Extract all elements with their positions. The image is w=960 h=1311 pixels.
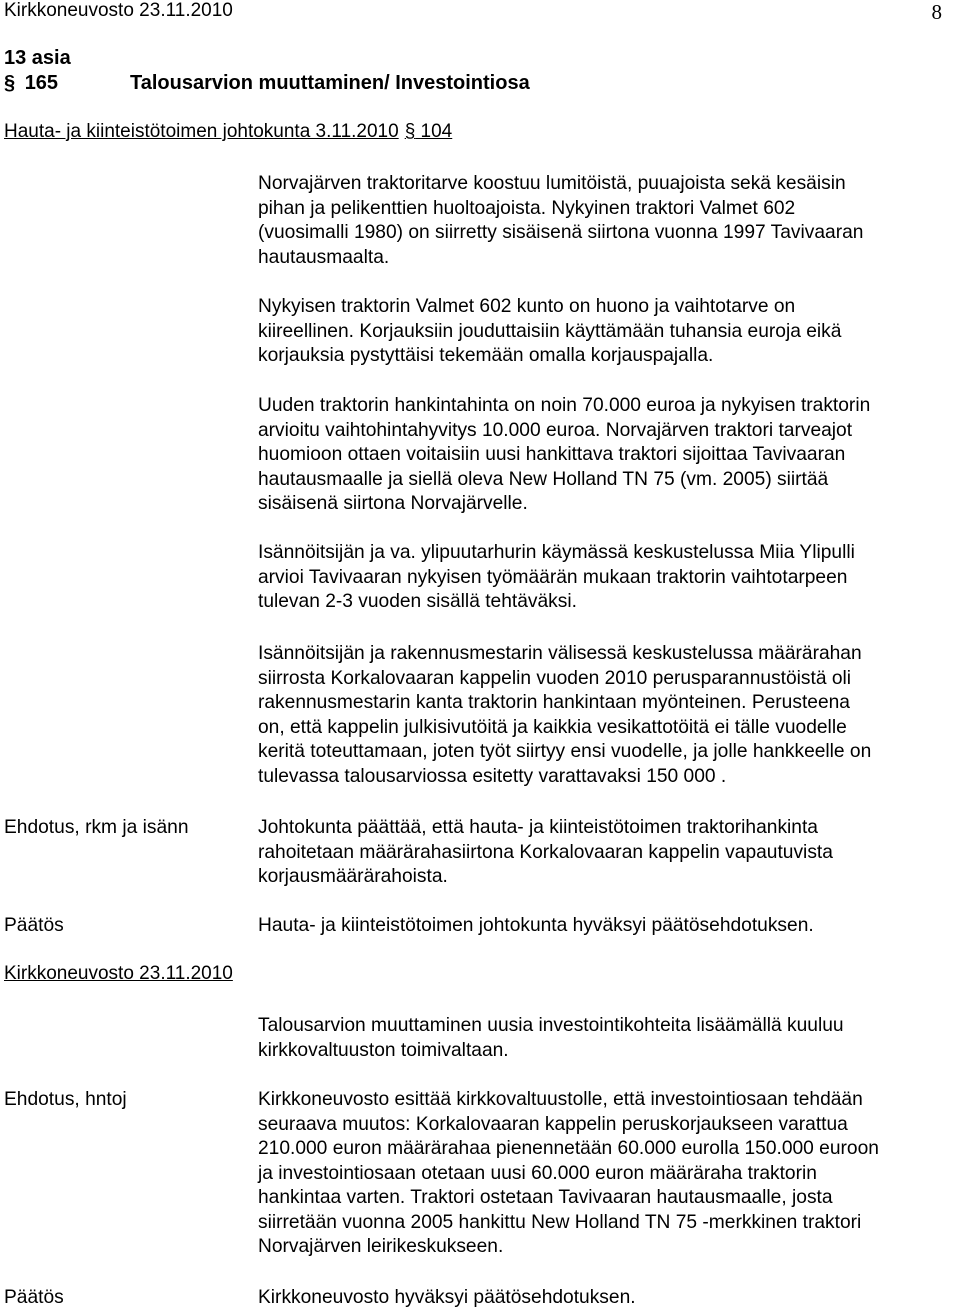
proposal-line: 210.000 euron määrärahaa pienennetään 60.000 eurolla 150.000 euroon [258,1138,879,1159]
paragraph-line: arvioi Tavivaaran nykyisen työmäärän mukaan traktorin vaihtotarpeen [258,566,848,588]
paragraph-line: keritä toteuttamaan, joten työt siirtyy ensi vuodelle, ja jolle hankkeelle on [258,741,872,762]
paragraph-line: Uuden traktorin hankintahinta on noin 70.000 euroa ja nykyisen traktorin [258,395,871,416]
proposal-line: Kirkkoneuvosto esittää kirkkovaltuustolle, että investointiosaan tehdään [258,1089,863,1110]
paragraph-1 [258,172,958,270]
proposal-line: seuraava muutos: Korkalovaaran kappelin peruskorjaukseen varattua [258,1113,848,1135]
board-reference-text: Hauta- ja kiinteistötoimen johtokunta 3.11.2010 [4,121,399,142]
intro-line: kirkkovaltuuston toimivaltaan. [258,1039,509,1061]
decision-text-1 [258,914,958,939]
proposal-label-2: Ehdotus, hntoj [4,1089,127,1110]
decision-line: Hauta- ja kiinteistötoimen johtokunta hyväksyi päätösehdotuksen. [258,915,814,936]
section-title: Talousarvion muuttaminen/ Investointiosa [130,72,530,94]
section-sign: § [4,72,16,94]
proposal-line: siirretään vuonna 2005 hankittu New Holland TN 75 -merkkinen traktori [258,1211,862,1233]
proposal-line: hankintaa varten. Traktori ostetaan Tavivaaran hautausmaalle, josta [258,1187,833,1208]
paragraph-4 [258,541,958,615]
meeting-heading-2: Kirkkoneuvosto 23.11.2010 [4,963,233,984]
header-meeting: Kirkkoneuvosto 23.11.2010 [4,0,233,21]
paragraph-line: arvioitu vaihtohintahyvitys 10.000 euroa. Norvajärven traktori tarveajot [258,419,853,441]
paragraph-line: rakennusmestarin kanta traktorin hankintaan myönteinen. Perusteena [258,692,850,713]
intro-line: Talousarvion muuttaminen uusia investointikohteita lisäämällä kuuluu [258,1015,844,1036]
paragraph-5 [258,642,958,789]
paragraph-line: Norvajärven traktoritarve koostuu lumitöistä, puuajoista sekä kesäisin [258,173,846,194]
paragraph-line: huomioon ottaen voitaisiin uusi hankittava traktori sijoittaa Tavivaaran [258,444,846,465]
proposal-line: ja investointiosaan otetaan uusi 60.000 euron määräraha traktorin [258,1162,817,1184]
proposal-line: Johtokunta päättää, että hauta- ja kiinteistötoimen traktorihankinta [258,817,818,838]
paragraph-line: hautausmaalta. [258,246,390,268]
section-heading [4,71,530,95]
paragraph-line: hautausmaalle ja siellä oleva New Holland TN 75 (vm. 2005) siirtää [258,468,829,490]
paragraph-line: Isännöitsijän ja rakennusmestarin välisessä keskustelussa määrärahan [258,643,862,664]
paragraph-line: (vuosimalli 1980) on siirretty sisäisenä siirtona vuonna 1997 Tavivaaran [258,222,864,243]
paragraph-line: on, että kappelin julkisivutöitä ja kaikkia vesikattotöitä ei tälle vuodelle [258,716,847,738]
paragraph-line: tulevassa talousarviossa esitetty varattavaksi 150 000 . [258,765,727,787]
proposal-text-1 [258,816,958,890]
paragraph-line: Isännöitsijän ja va. ylipuutarhurin käymässä keskustelussa Miia Ylipulli [258,542,855,563]
proposal-text-2 [258,1088,958,1260]
proposal-line: rahoitetaan määrärahasiirtona Korkalovaaran kappelin vapautuvista [258,841,833,863]
proposal-label-1: Ehdotus, rkm ja isänn [4,817,189,838]
decision-label-1: Päätös [4,915,64,936]
section-number: 165 [24,72,59,94]
paragraph-line: pihan ja pelikenttien huoltoajoista. Nykyinen traktori Valmet 602 [258,197,796,219]
paragraph-line: kiireellinen. Korjauksiin jouduttaisiin käyttämään tuhansia euroja eikä [258,320,842,342]
item-asia: 13 asia [4,47,71,69]
paragraph-line: korjauksia pystyttäisi tekemään omalla korjauspajalla. [258,345,714,366]
proposal-line: Norvajärven leirikeskukseen. [258,1236,504,1257]
paragraph-line: tulevan 2-3 vuoden sisällä tehtäväksi. [258,591,577,612]
paragraph-3 [258,394,958,517]
paragraph-line: siirrosta Korkalovaaran kappelin vuoden 2010 perusparannustöistä oli [258,667,852,689]
board-reference-number: 104 [420,121,453,142]
page-number: 8 [931,0,942,24]
board-reference-section-sign: § [404,121,416,142]
board-reference [4,121,452,143]
paragraph-line: sisäisenä siirtona Norvajärvelle. [258,493,528,514]
decision-label-2: Päätös [4,1287,64,1308]
decision-line: Kirkkoneuvosto hyväksyi päätösehdotuksen. [258,1287,636,1308]
proposal-line: korjausmäärärahoista. [258,866,448,887]
paragraph-2 [258,295,958,369]
paragraph-line: Nykyisen traktorin Valmet 602 kunto on huono ja vaihtotarve on [258,296,796,317]
meeting2-intro [258,1014,958,1063]
decision-text-2 [258,1286,958,1311]
